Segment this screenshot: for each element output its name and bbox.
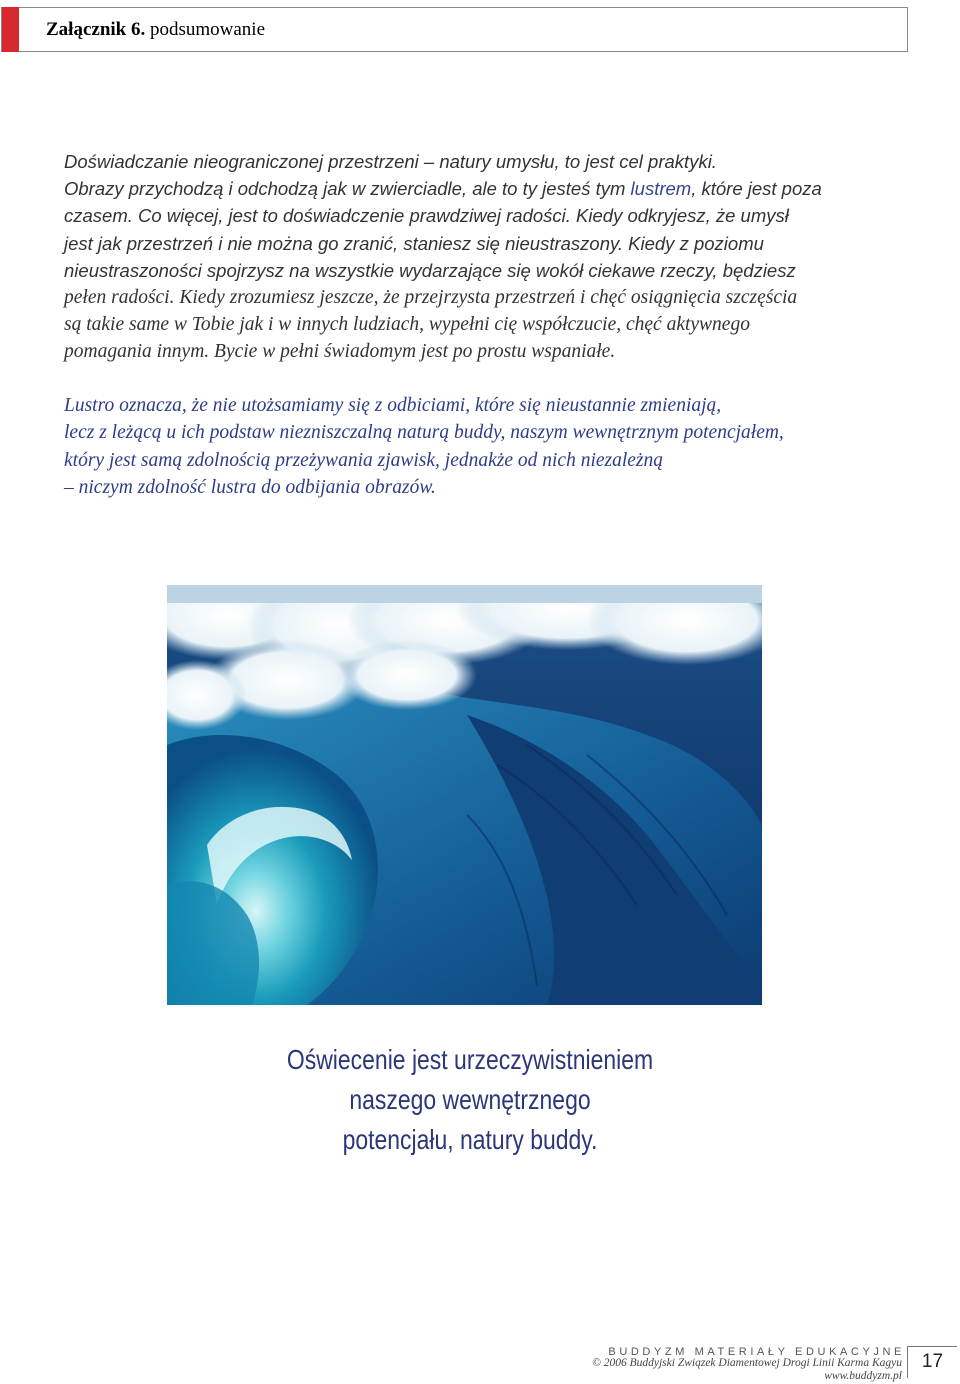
paragraph-line-text: , które jest poza [691,178,822,200]
paragraph-line: – niczym zdolność lustra do odbijania obrazów. [64,477,436,499]
paragraph-line: który jest samą zdolnością przeżywania zjawisk, jednakże od nich niezależną [64,449,664,471]
paragraph-line: jest jak przestrzeń i nie można go zranić, staniesz się nieustraszony. Kiedy z poziomu [64,232,764,254]
quote-line: naszego wewnętrznego [349,1084,591,1115]
paragraph-line: Lustro oznacza, że nie utożsamiamy się z odbiciami, które się nieustannie zmieniają, [64,395,722,416]
closing-quote [224,1040,716,1160]
paragraph-line: lecz z leżącą u ich podstaw niezniszczalną naturą buddy, naszym wewnętrznym potencjałem, [64,422,784,444]
paragraph-line: czasem. Co więcej, jest to doświadczenie prawdziwej radości. Kiedy odkryjesz, że umysł [64,205,789,227]
page-number: 17 [907,1346,957,1378]
footer-website: www.buddyzm.pl [824,1370,902,1382]
intro-paragraph [64,148,864,366]
paragraph-line: Doświadczanie nieograniczonej przestrzeni – natury umysłu, to jest cel praktyki. [64,151,717,172]
ocean-wave-photo [167,585,762,1005]
title-annex: Załącznik 6. [46,19,146,40]
footer-brand: BUDDYZM MATERIAŁY EDUKACYJNE [608,1346,905,1358]
highlighted-word: lustrem [630,178,692,200]
paragraph-line [64,175,864,202]
title-subject: podsumowanie [149,19,266,40]
paragraph-line: są takie same w Tobie jak i w innych ludziach, wypełni cię współczucie, chęć aktywnego [64,314,750,336]
mirror-paragraph [64,392,884,502]
paragraph-line: pełen radości. Kiedy zrozumiesz jeszcze, że przejrzysta przestrzeń i chęć osiągnięcia szczęścia [64,287,798,309]
header-accent-bar [2,7,19,52]
quote-line: potencjału, natury buddy. [342,1124,598,1155]
page-header [1,7,908,52]
footer-copyright: © 2006 Buddyjski Związek Diamentowej Drogi Linii Karma Kagyu [592,1357,902,1369]
paragraph-line-text: Obrazy przychodzą i odchodzą jak w zwierciadle, ale to ty jesteś tym [64,178,626,200]
paragraph-line: nieustraszoności spojrzysz na wszystkie wydarzające się wokół ciekawe rzeczy, będziesz [64,259,796,281]
page-title [46,19,265,41]
paragraph-line: pomagania innym. Bycie w pełni świadomym jest po prostu wspaniałe. [64,341,616,363]
quote-line: Oświecenie jest urzeczywistnieniem [286,1044,654,1075]
